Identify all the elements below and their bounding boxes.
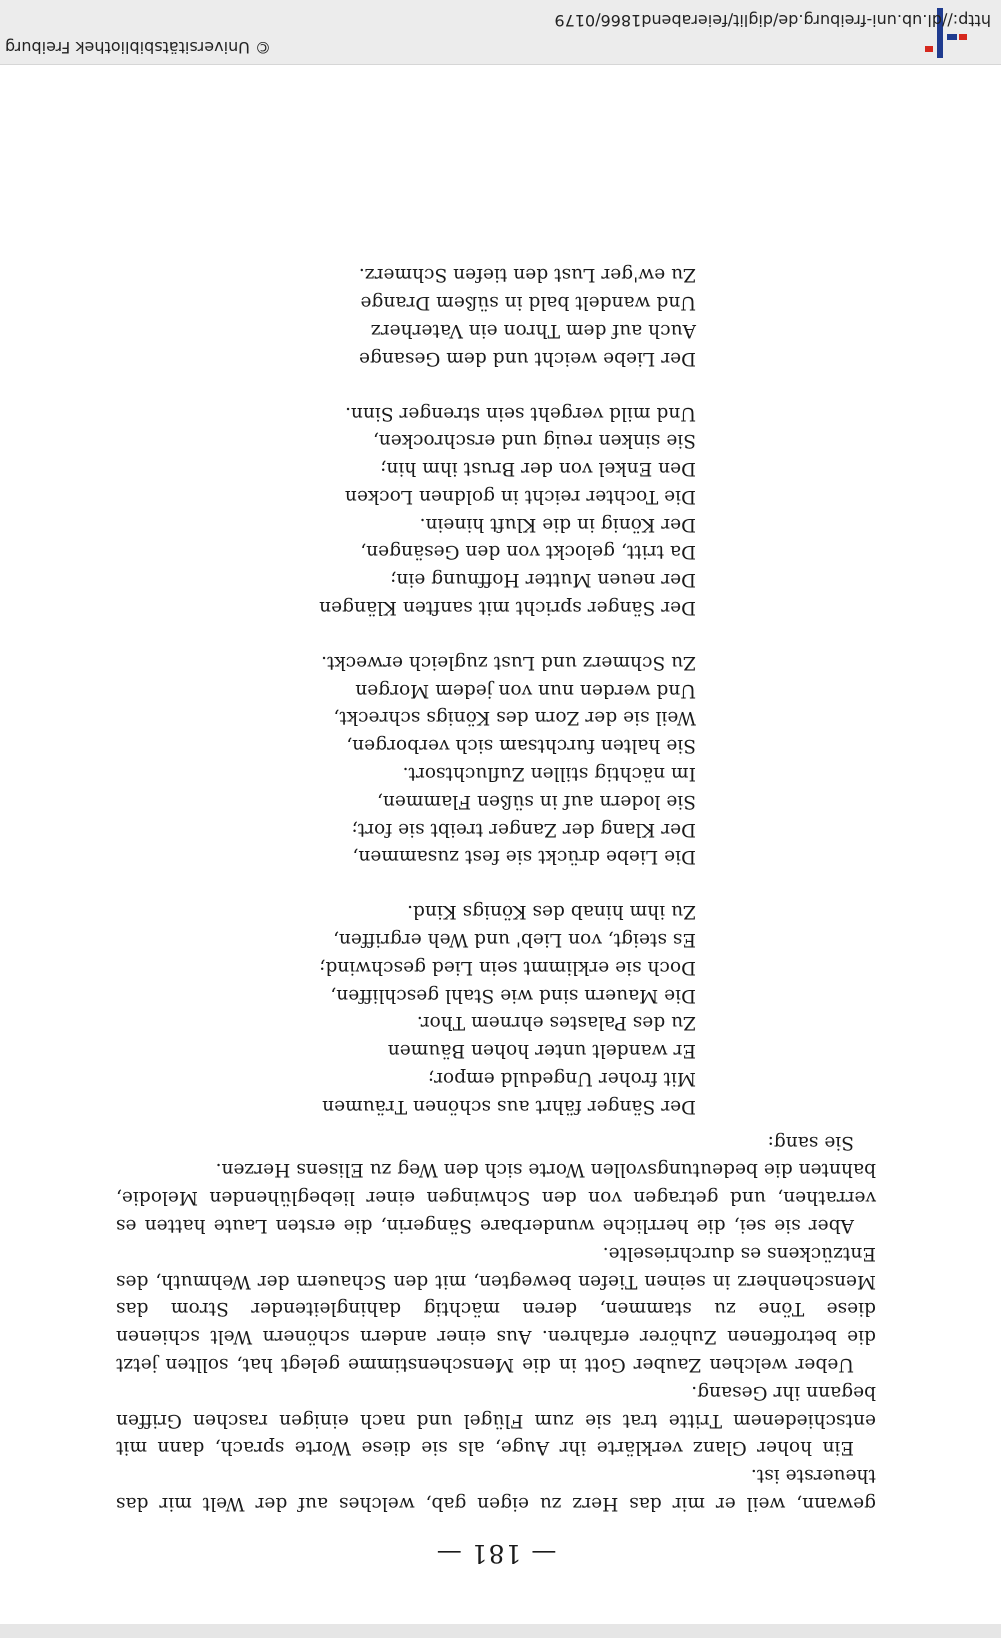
prose-block — [116, 1128, 876, 1517]
verse-line: Auch auf dem Thron ein Vaterherz — [370, 319, 696, 341]
verse-line: Der Sänger fährt aus schönen Träumen — [322, 1095, 696, 1117]
verse-line: Der Sänger spricht mit sanften Klängen — [319, 597, 696, 619]
verse-line: Und werden nun von jedem Morgen — [355, 679, 696, 701]
verse-line: Den Enkel von der Brust ihm hin; — [380, 458, 696, 480]
verse-line: Doch sie erklimmt sein Lied geschwind; — [319, 956, 696, 978]
verse-line: Und mild vergeht sein strenger Sinn. — [345, 402, 696, 424]
document-content — [116, 234, 876, 1568]
document-url-link[interactable]: http://dl.ub.uni-freiburg.de/diglit/feierabend1866/0179 — [554, 11, 991, 30]
verse-line: Sie sinken reuig und erschrocken, — [372, 430, 696, 452]
verse-line: Im nächtig stillen Zufluchtsort. — [402, 763, 696, 785]
verse-line: Der neuen Mutter Hoffnung ein; — [390, 569, 696, 591]
stanza-3 — [116, 399, 696, 621]
verse-line: Sie lodern auf in süßen Flammen, — [376, 790, 696, 812]
verse-line: Mit froher Ungeduld empor; — [427, 1068, 696, 1090]
page-number: — 181 — — [435, 1539, 557, 1568]
verse-line: Zu Schmerz und Lust zugleich erweckt. — [321, 651, 696, 673]
top-scanner-strip — [0, 1624, 1001, 1638]
verse-line: Zu ihm hinab des Königs Kind. — [407, 901, 696, 923]
poem — [116, 261, 696, 1120]
paragraph: gewann, weil er mir das Herz zu eigen gab, welches auf der Welt mir das theuerste ist. — [116, 1465, 876, 1514]
paragraph: Ein hoher Glanz verklärte ihr Auge, als sie diese Worte sprach, dann mit entschiedenem Tritte trat sie zum Flügel und nach einigen raschen Griffen begann ihr Gesang. — [116, 1381, 876, 1459]
copyright-notice: © Universitätsbibliothek Freiburg — [4, 38, 271, 57]
verse-line: Die Mauern sind wie Stahl geschliffen, — [330, 984, 696, 1006]
paragraph: Sie sang: — [767, 1131, 854, 1153]
verse-line: Da tritt, gelockt von den Gesängen, — [360, 541, 696, 563]
logo-red-block-left — [959, 34, 967, 40]
footer-bar — [0, 0, 1001, 65]
verse-line: Der König in die Kluft hinein. — [419, 513, 696, 535]
verse-line: Der Klang der Zanger treibt sie fort; — [351, 818, 696, 840]
verse-line: Zu ew'ger Lust den tiefen Schmerz. — [358, 264, 696, 286]
paragraph: Ueber welchen Zauber Gott in die Menschenstimme gelegt hat, sollten jetzt die betroffenen Zuhörer erfahren. Aus einer andern schönern Welt schienen diese Töne zu stammen, deren mächtig dahingleitender Strom das Menschenherz in seinen Tiefen bewegten, mit den Schauern der Wehmuth, des Entzückens es durchrieselte. — [116, 1242, 876, 1376]
verse-line: Weil sie der Zorn des Königs schreckt, — [333, 707, 696, 729]
verse-line: Zu des Palastes ehrnem Thor. — [416, 1012, 696, 1034]
verse-line: Die Tochter reicht in goldnen Locken — [344, 485, 696, 507]
logo-red-block-right — [925, 46, 933, 52]
verse-line: Sie halten furchtsam sich verborgen, — [346, 735, 696, 757]
stanza-1 — [116, 897, 696, 1119]
stanza-2 — [116, 648, 696, 870]
verse-line: Es steigt, von Lieb' und Weh ergriffen, — [333, 929, 696, 951]
verse-line: Er wandelt unter hohen Bäumen — [387, 1040, 696, 1062]
stanza-4 — [116, 261, 696, 372]
logo-blue-block — [947, 34, 957, 40]
verse-line: Die Liebe drückt sie fest zusammen, — [352, 846, 696, 868]
verse-line: Und wandelt bald in süßem Drange — [360, 292, 696, 314]
verse-line: Der Liebe weicht und dem Gesange — [358, 347, 696, 369]
paragraph: Aber sie sei, die herrliche wunderbare Sängerin, die ersten Laute hatten es verrathen, und getragen von den Schwingen einer liebeglühenden Melodie, bahnten die bedeutungsvollen Worte sich den Weg zu Elisens Herzen. — [116, 1159, 876, 1237]
